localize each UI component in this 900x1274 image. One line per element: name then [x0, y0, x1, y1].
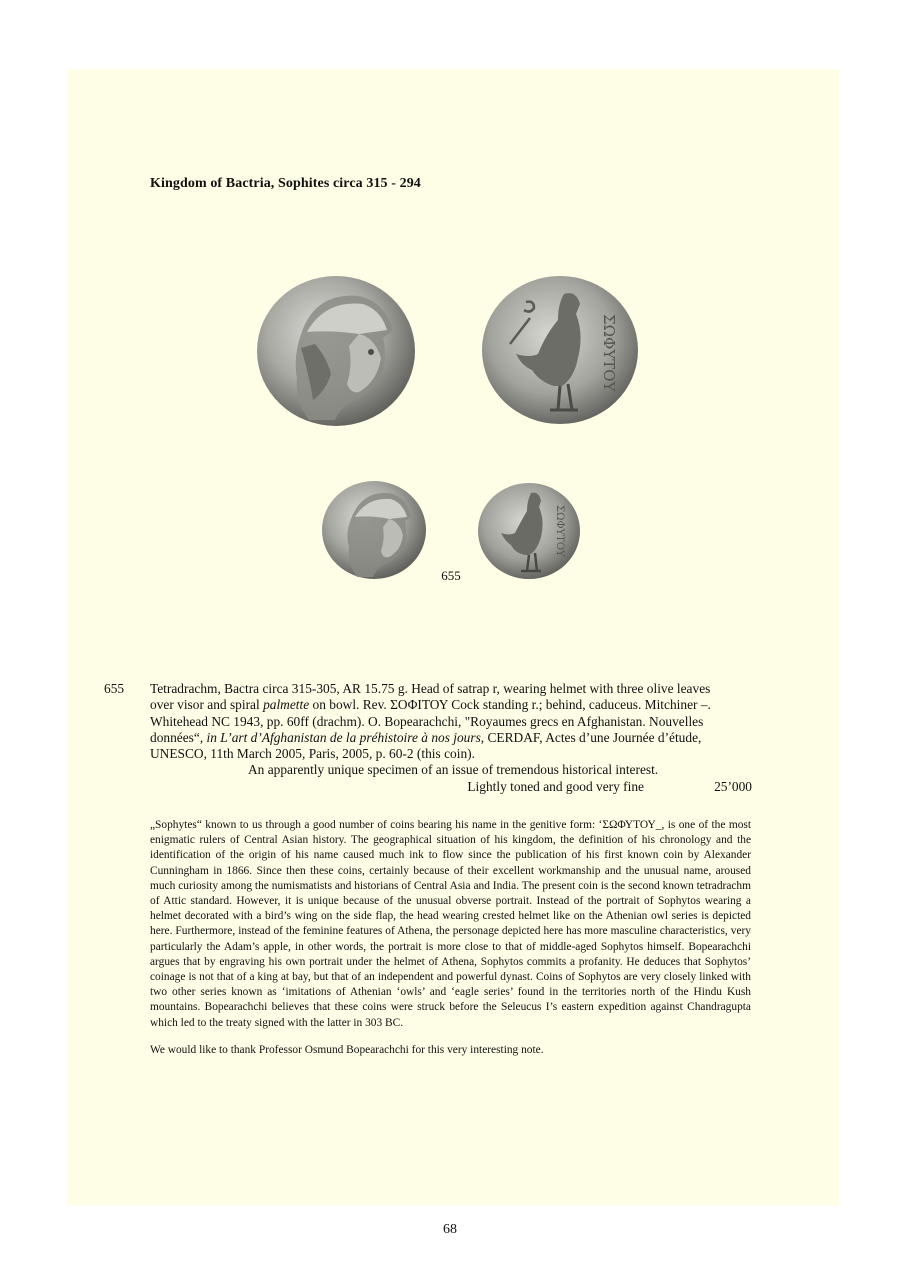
coin-obverse-large: [255, 274, 417, 428]
note-body: „Sophytes“ known to us through a good number of coins bearing his name in the genitive form: ‘ΣΩΦΥΤΟΥ_, is one of the most enigmatic rulers of Central Asian history. The geographical situation of his kingdom, the definition of his chronology and the identification of the origin of his name caused much ink to flow since the publication of his first known coin by Alexander Cunningham in 1866. Since then these coins, certainly because of their excellent workmanship and the unusual name, aroused much curiosity among the numismatists and historians of Central Asia and India. The present coin is the second known tetradrachm of Attic standard. However, it is unique because of the unusual obverse portrait. Instead of the portrait of Sophytos wearing a helmet decorated with a bird’s wing on the side flap, the head wearing crested helmet like on the Athenian owl series is depicted here. Furthermore, instead of the feminine features of Athena, the personage depicted here has more masculine characteristics, very particularly the Adam’s apple, in other words, the portrait is more close to that of middle-aged Sophytos himself. Bopearachchi argues that by engraving his own portrait under the helmet of Athena, Sophytos commits a profanity. He deduces that Sophytos’ coinage is not that of a king at bay, but that of an independent and powerful dynast. Coins of Sophytos are very closely linked with two other series known as ‘imitations of Athenian ‘owls’ and ‘eagle series’ found in the territories north of the Hindu Kush mountains. Bopearachchi believes that these coins were struck before the Seleucus I’s eastern expedition against Chandragupta which led to the treaty signed with the latter in 303 BC.: [150, 819, 751, 1029]
figure-caption: 655: [441, 568, 461, 583]
palmette-term: palmette: [263, 697, 310, 713]
historical-note: [150, 818, 751, 1058]
lot-grade: Lightly toned and good very fine: [467, 778, 644, 794]
publication-title: in L’art d’Afghanistan de la préhistoire à nos jours: [206, 729, 481, 745]
lot-grade-row: [150, 779, 752, 795]
lot-number: 655: [104, 681, 125, 696]
coin-reverse-small: [477, 481, 581, 581]
lot-line-4: données“, in L’art d’Afghanistan de la préhistoire à nos jours, CERDAF, Actes d’une Journée d’étude,: [150, 729, 702, 745]
lot-line-1: Tetradrachm, Bactra circa 315-305, AR 15.75 g. Head of satrap r, wearing helmet with three olive leaves: [150, 681, 711, 696]
lot-line-5: UNESCO, 11th March 2005, Paris, 2005, p. 60-2 (this coin).: [150, 746, 475, 762]
lot-line-3: Whitehead NC 1943, pp. 60ff (drachm). O. Bopearachchi, "Royaumes grecs en Afghanistan. Nouvelles: [150, 713, 704, 729]
svg-text:ΣΩΦΥΤΟΥ: ΣΩΦΥΤΟΥ: [554, 505, 565, 557]
lot-line-2: over visor and spiral palmette on bowl. Rev. ΣΟΦΙΤΟΥ Cock standing r.; behind, caduceus. Mitchiner –.: [150, 697, 711, 713]
lot-entry: [104, 681, 752, 795]
lot-description: [150, 681, 752, 795]
svg-text:ΣΩΦΥΤΟΥ: ΣΩΦΥΤΟΥ: [600, 314, 618, 392]
lot-interest: An apparently unique specimen of an issue of tremendous historical interest.: [248, 762, 659, 778]
page-number: 68: [443, 1222, 457, 1237]
coin-reverse-large: [480, 274, 640, 426]
coin-obverse-small: [321, 479, 427, 581]
note-thanks: We would like to thank Professor Osmund Bopearachchi for this very interesting note.: [150, 1043, 544, 1056]
section-heading: Kingdom of Bactria, Sophites circa 315 - 294: [150, 176, 421, 191]
lot-price: 25’000: [714, 778, 752, 794]
